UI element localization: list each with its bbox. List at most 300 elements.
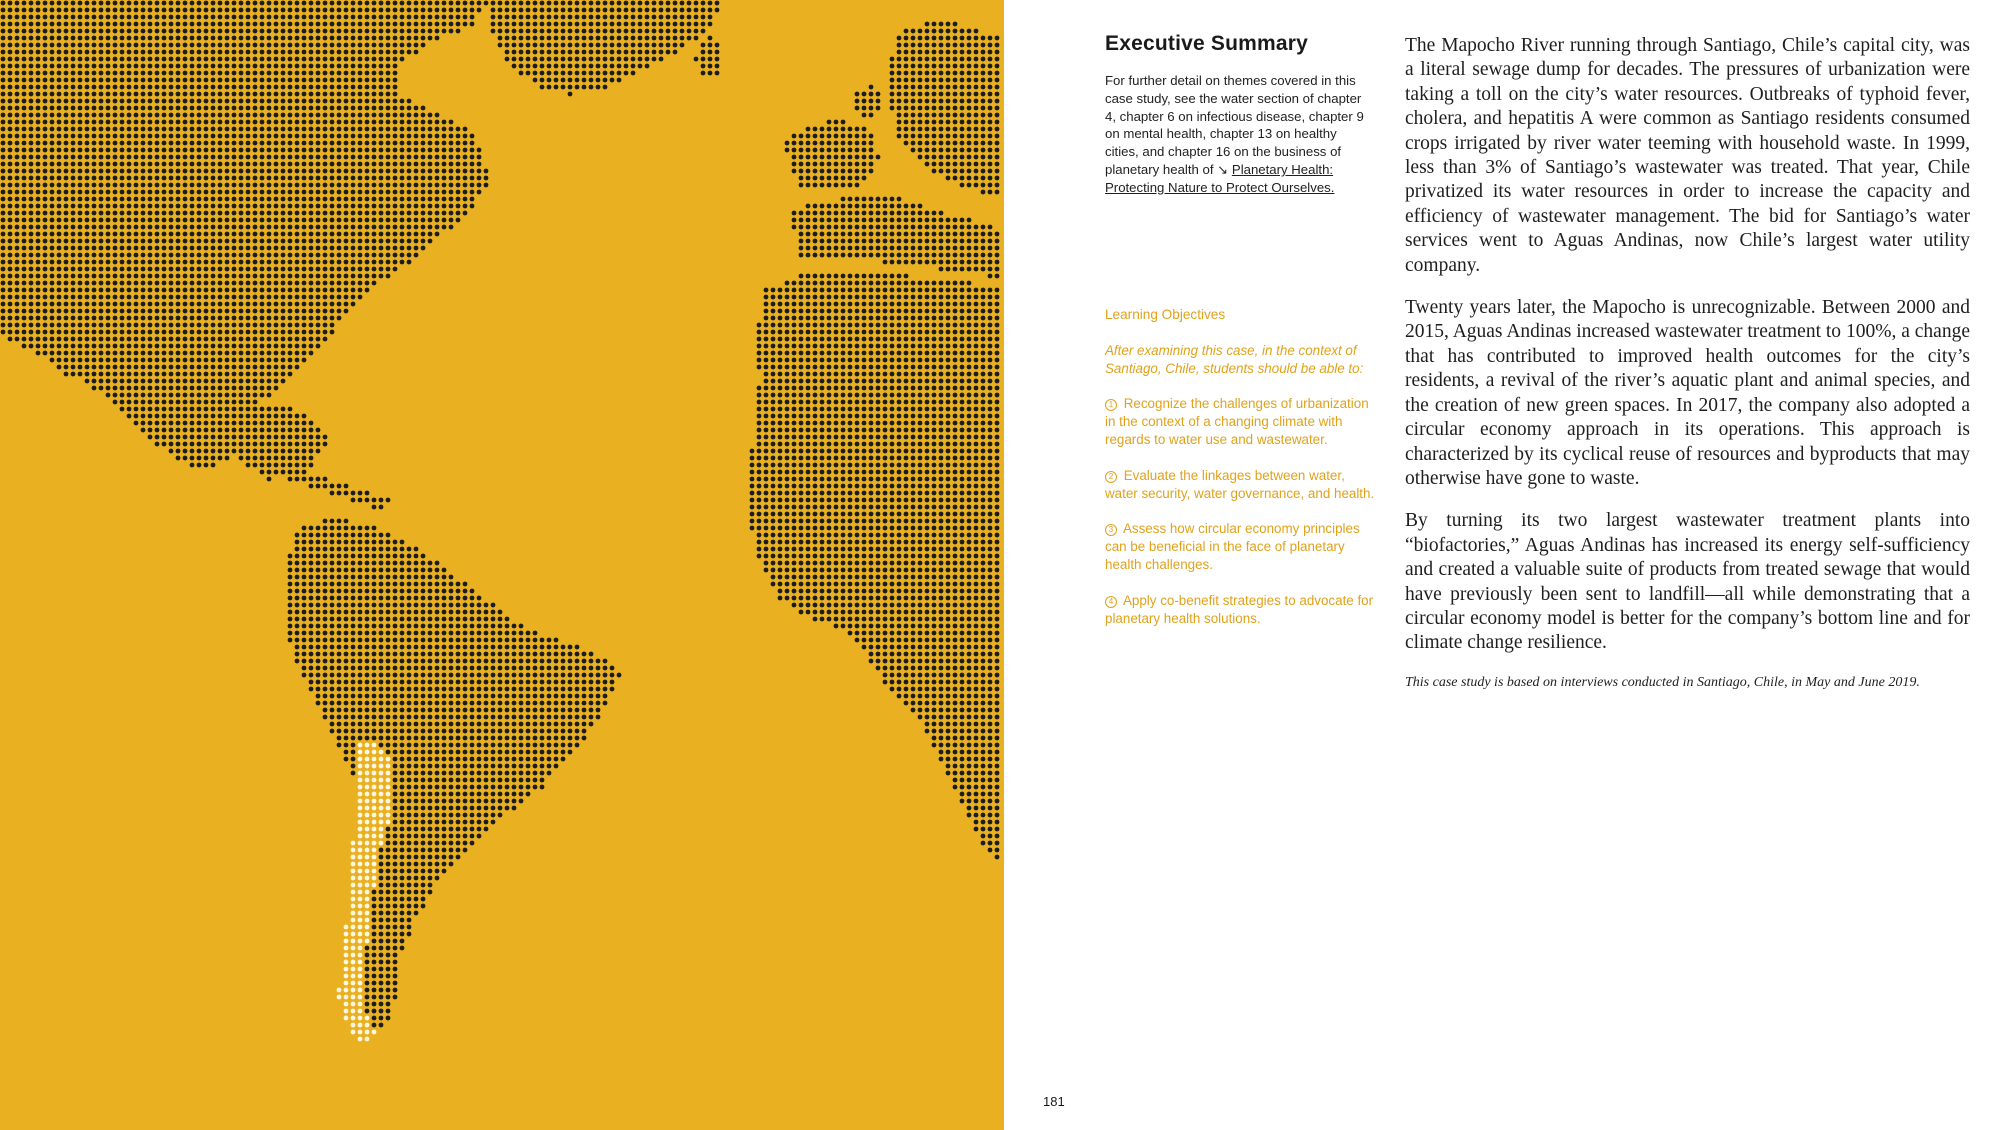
map-dot — [883, 309, 888, 314]
map-dot — [190, 36, 195, 41]
map-dot — [372, 225, 377, 230]
map-dot — [813, 309, 818, 314]
map-dot — [225, 225, 230, 230]
map-dot — [421, 15, 426, 20]
map-dot — [435, 225, 440, 230]
map-dot — [246, 197, 251, 202]
map-dot — [323, 267, 328, 272]
map-dot — [190, 267, 195, 272]
map-dot — [876, 225, 881, 230]
map-dot — [561, 1, 566, 6]
map-dot — [183, 85, 188, 90]
map-dot — [260, 99, 265, 104]
map-dot — [281, 8, 286, 13]
map-dot — [414, 176, 419, 181]
map-dot — [820, 365, 825, 370]
map-dot — [603, 15, 608, 20]
map-dot — [288, 211, 293, 216]
map-dot — [190, 197, 195, 202]
map-dot — [99, 99, 104, 104]
map-dot — [323, 127, 328, 132]
map-dot — [253, 15, 258, 20]
map-dot — [29, 295, 34, 300]
map-dot — [764, 288, 769, 293]
map-dot — [211, 365, 216, 370]
map-dot — [449, 141, 454, 146]
map-dot — [967, 344, 972, 349]
map-dot — [225, 379, 230, 384]
map-dot — [365, 71, 370, 76]
map-dot — [120, 288, 125, 293]
map-dot — [876, 400, 881, 405]
map-dot — [953, 148, 958, 153]
map-dot — [106, 57, 111, 62]
map-dot — [554, 43, 559, 48]
map-dot — [169, 36, 174, 41]
map-dot — [813, 183, 818, 188]
map-dot — [414, 169, 419, 174]
map-dot — [995, 309, 1000, 314]
map-dot — [463, 155, 468, 160]
map-dot — [106, 239, 111, 244]
map-dot — [267, 127, 272, 132]
map-dot — [85, 323, 90, 328]
map-dot — [890, 400, 895, 405]
map-dot — [211, 8, 216, 13]
map-dot — [36, 330, 41, 335]
map-dot — [302, 71, 307, 76]
map-dot — [197, 148, 202, 153]
map-dot — [358, 99, 363, 104]
map-dot — [932, 85, 937, 90]
map-dot — [848, 232, 853, 237]
map-dot — [204, 218, 209, 223]
map-dot — [120, 190, 125, 195]
map-dot — [785, 330, 790, 335]
map-dot — [967, 85, 972, 90]
map-dot — [617, 43, 622, 48]
map-dot — [526, 57, 531, 62]
map-dot — [358, 183, 363, 188]
map-dot — [120, 8, 125, 13]
map-dot — [848, 197, 853, 202]
map-dot — [862, 316, 867, 321]
map-dot — [386, 260, 391, 265]
map-dot — [120, 57, 125, 62]
map-dot — [946, 22, 951, 27]
map-dot — [421, 120, 426, 125]
map-dot — [36, 246, 41, 251]
map-dot — [939, 78, 944, 83]
map-dot — [155, 400, 160, 405]
map-dot — [225, 43, 230, 48]
map-dot — [449, 120, 454, 125]
map-dot — [428, 120, 433, 125]
map-dot — [848, 344, 853, 349]
map-dot — [120, 316, 125, 321]
map-dot — [162, 407, 167, 412]
map-dot — [225, 92, 230, 97]
map-dot — [561, 85, 566, 90]
map-dot — [946, 288, 951, 293]
map-dot — [218, 330, 223, 335]
map-dot — [820, 134, 825, 139]
map-dot — [141, 8, 146, 13]
map-dot — [428, 36, 433, 41]
map-dot — [239, 43, 244, 48]
map-dot — [967, 57, 972, 62]
map-dot — [148, 190, 153, 195]
map-dot — [92, 253, 97, 258]
map-dot — [36, 302, 41, 307]
map-dot — [141, 330, 146, 335]
map-dot — [848, 169, 853, 174]
map-dot — [267, 50, 272, 55]
map-dot — [64, 316, 69, 321]
map-dot — [127, 365, 132, 370]
map-dot — [799, 358, 804, 363]
map-dot — [561, 15, 566, 20]
map-dot — [330, 113, 335, 118]
map-dot — [211, 78, 216, 83]
map-dot — [393, 225, 398, 230]
map-dot — [267, 246, 272, 251]
map-dot — [463, 204, 468, 209]
map-dot — [99, 337, 104, 342]
map-dot — [904, 29, 909, 34]
map-dot — [246, 92, 251, 97]
map-dot — [393, 29, 398, 34]
map-dot — [330, 218, 335, 223]
map-dot — [260, 239, 265, 244]
map-dot — [8, 29, 13, 34]
map-dot — [64, 50, 69, 55]
map-dot — [155, 225, 160, 230]
map-dot — [274, 169, 279, 174]
map-dot — [372, 253, 377, 258]
map-dot — [190, 162, 195, 167]
map-dot — [57, 344, 62, 349]
map-dot — [575, 29, 580, 34]
map-dot — [428, 8, 433, 13]
map-dot — [365, 260, 370, 265]
map-dot — [379, 176, 384, 181]
map-dot — [386, 246, 391, 251]
map-dot — [204, 148, 209, 153]
map-dot — [43, 218, 48, 223]
map-dot — [309, 197, 314, 202]
map-dot — [323, 176, 328, 181]
map-dot — [855, 309, 860, 314]
map-dot — [344, 197, 349, 202]
map-dot — [120, 176, 125, 181]
map-dot — [876, 330, 881, 335]
map-dot — [862, 239, 867, 244]
map-dot — [316, 316, 321, 321]
map-dot — [337, 8, 342, 13]
map-dot — [953, 155, 958, 160]
map-dot — [799, 218, 804, 223]
map-dot — [869, 155, 874, 160]
map-dot — [267, 302, 272, 307]
map-dot — [22, 239, 27, 244]
map-dot — [85, 232, 90, 237]
map-dot — [50, 323, 55, 328]
map-dot — [267, 141, 272, 146]
map-dot — [309, 134, 314, 139]
map-dot — [92, 64, 97, 69]
map-dot — [211, 43, 216, 48]
map-dot — [393, 218, 398, 223]
map-dot — [932, 400, 937, 405]
map-dot — [274, 358, 279, 363]
map-dot — [29, 134, 34, 139]
map-dot — [813, 225, 818, 230]
map-dot — [337, 316, 342, 321]
map-dot — [876, 358, 881, 363]
map-dot — [176, 379, 181, 384]
map-dot — [932, 253, 937, 258]
map-dot — [918, 225, 923, 230]
map-dot — [666, 22, 671, 27]
map-dot — [267, 99, 272, 104]
map-dot — [568, 8, 573, 13]
map-dot — [22, 64, 27, 69]
map-dot — [127, 302, 132, 307]
map-dot — [330, 120, 335, 125]
map-dot — [253, 260, 258, 265]
map-dot — [435, 211, 440, 216]
map-dot — [379, 204, 384, 209]
map-dot — [260, 372, 265, 377]
map-dot — [848, 134, 853, 139]
map-dot — [225, 8, 230, 13]
map-dot — [449, 8, 454, 13]
map-dot — [232, 274, 237, 279]
map-dot — [253, 218, 258, 223]
map-dot — [204, 379, 209, 384]
map-dot — [232, 407, 237, 412]
map-dot — [295, 225, 300, 230]
map-dot — [813, 386, 818, 391]
map-dot — [204, 57, 209, 62]
map-dot — [288, 127, 293, 132]
map-dot — [869, 288, 874, 293]
map-dot — [295, 323, 300, 328]
map-dot — [603, 29, 608, 34]
map-dot — [890, 197, 895, 202]
map-dot — [295, 106, 300, 111]
map-dot — [288, 57, 293, 62]
map-dot — [939, 260, 944, 265]
map-dot — [911, 239, 916, 244]
map-dot — [141, 358, 146, 363]
map-dot — [169, 407, 174, 412]
map-dot — [365, 113, 370, 118]
map-dot — [932, 288, 937, 293]
map-dot — [106, 260, 111, 265]
map-dot — [960, 309, 965, 314]
map-dot — [911, 57, 916, 62]
map-dot — [92, 113, 97, 118]
map-dot — [890, 372, 895, 377]
map-dot — [176, 239, 181, 244]
map-dot — [764, 379, 769, 384]
map-dot — [155, 113, 160, 118]
map-dot — [15, 337, 20, 342]
map-dot — [981, 134, 986, 139]
map-dot — [148, 316, 153, 321]
map-dot — [358, 127, 363, 132]
map-dot — [407, 22, 412, 27]
map-dot — [99, 36, 104, 41]
map-dot — [988, 330, 993, 335]
map-dot — [29, 176, 34, 181]
map-dot — [323, 253, 328, 258]
map-dot — [974, 379, 979, 384]
map-dot — [897, 281, 902, 286]
map-dot — [953, 162, 958, 167]
map-dot — [925, 92, 930, 97]
map-dot — [113, 288, 118, 293]
map-dot — [967, 225, 972, 230]
map-dot — [589, 78, 594, 83]
map-dot — [113, 50, 118, 55]
map-dot — [120, 85, 125, 90]
map-dot — [281, 330, 286, 335]
map-dot — [113, 1, 118, 6]
map-dot — [932, 225, 937, 230]
map-dot — [785, 141, 790, 146]
map-dot — [897, 232, 902, 237]
map-dot — [218, 78, 223, 83]
map-dot — [939, 22, 944, 27]
map-dot — [883, 351, 888, 356]
map-dot — [806, 239, 811, 244]
map-dot — [50, 309, 55, 314]
map-dot — [981, 71, 986, 76]
map-dot — [92, 8, 97, 13]
map-dot — [435, 190, 440, 195]
map-dot — [120, 78, 125, 83]
map-dot — [281, 78, 286, 83]
map-dot — [890, 309, 895, 314]
map-dot — [386, 225, 391, 230]
map-dot — [820, 162, 825, 167]
map-dot — [15, 204, 20, 209]
map-dot — [246, 379, 251, 384]
map-dot — [36, 155, 41, 160]
map-dot — [841, 295, 846, 300]
map-dot — [169, 225, 174, 230]
map-dot — [421, 134, 426, 139]
map-dot — [351, 302, 356, 307]
map-dot — [330, 141, 335, 146]
map-dot — [50, 232, 55, 237]
map-dot — [631, 64, 636, 69]
map-dot — [876, 379, 881, 384]
map-dot — [309, 183, 314, 188]
map-dot — [330, 288, 335, 293]
map-dot — [225, 323, 230, 328]
map-dot — [939, 29, 944, 34]
map-dot — [15, 295, 20, 300]
map-dot — [463, 190, 468, 195]
map-dot — [92, 29, 97, 34]
map-dot — [295, 190, 300, 195]
map-dot — [211, 379, 216, 384]
map-dot — [372, 211, 377, 216]
map-dot — [400, 29, 405, 34]
map-dot — [932, 281, 937, 286]
map-dot — [617, 8, 622, 13]
map-dot — [841, 400, 846, 405]
map-dot — [582, 29, 587, 34]
map-dot — [575, 15, 580, 20]
map-dot — [281, 351, 286, 356]
map-dot — [211, 344, 216, 349]
map-dot — [29, 288, 34, 293]
map-dot — [232, 15, 237, 20]
map-dot — [29, 323, 34, 328]
map-dot — [309, 253, 314, 258]
map-dot — [890, 85, 895, 90]
map-dot — [8, 190, 13, 195]
map-dot — [848, 351, 853, 356]
map-dot — [946, 365, 951, 370]
map-dot — [57, 288, 62, 293]
map-dot — [106, 78, 111, 83]
map-dot — [253, 253, 258, 258]
map-dot — [113, 393, 118, 398]
map-dot — [610, 57, 615, 62]
map-dot — [36, 85, 41, 90]
map-dot — [274, 239, 279, 244]
map-dot — [372, 71, 377, 76]
map-dot — [911, 204, 916, 209]
map-dot — [330, 204, 335, 209]
map-dot — [1, 50, 6, 55]
map-dot — [547, 8, 552, 13]
map-dot — [176, 64, 181, 69]
map-dot — [120, 232, 125, 237]
map-dot — [470, 141, 475, 146]
map-dot — [302, 330, 307, 335]
map-dot — [155, 22, 160, 27]
map-dot — [64, 281, 69, 286]
map-dot — [988, 372, 993, 377]
map-dot — [456, 22, 461, 27]
map-dot — [925, 323, 930, 328]
map-dot — [190, 309, 195, 314]
map-dot — [225, 155, 230, 160]
map-dot — [309, 71, 314, 76]
map-dot — [295, 22, 300, 27]
map-dot — [92, 92, 97, 97]
map-dot — [15, 64, 20, 69]
map-dot — [827, 400, 832, 405]
map-dot — [64, 1, 69, 6]
map-dot — [148, 57, 153, 62]
map-dot — [22, 330, 27, 335]
map-dot — [316, 106, 321, 111]
map-dot — [169, 71, 174, 76]
map-dot — [799, 351, 804, 356]
map-dot — [36, 162, 41, 167]
map-dot — [323, 337, 328, 342]
map-dot — [281, 36, 286, 41]
map-dot — [183, 106, 188, 111]
